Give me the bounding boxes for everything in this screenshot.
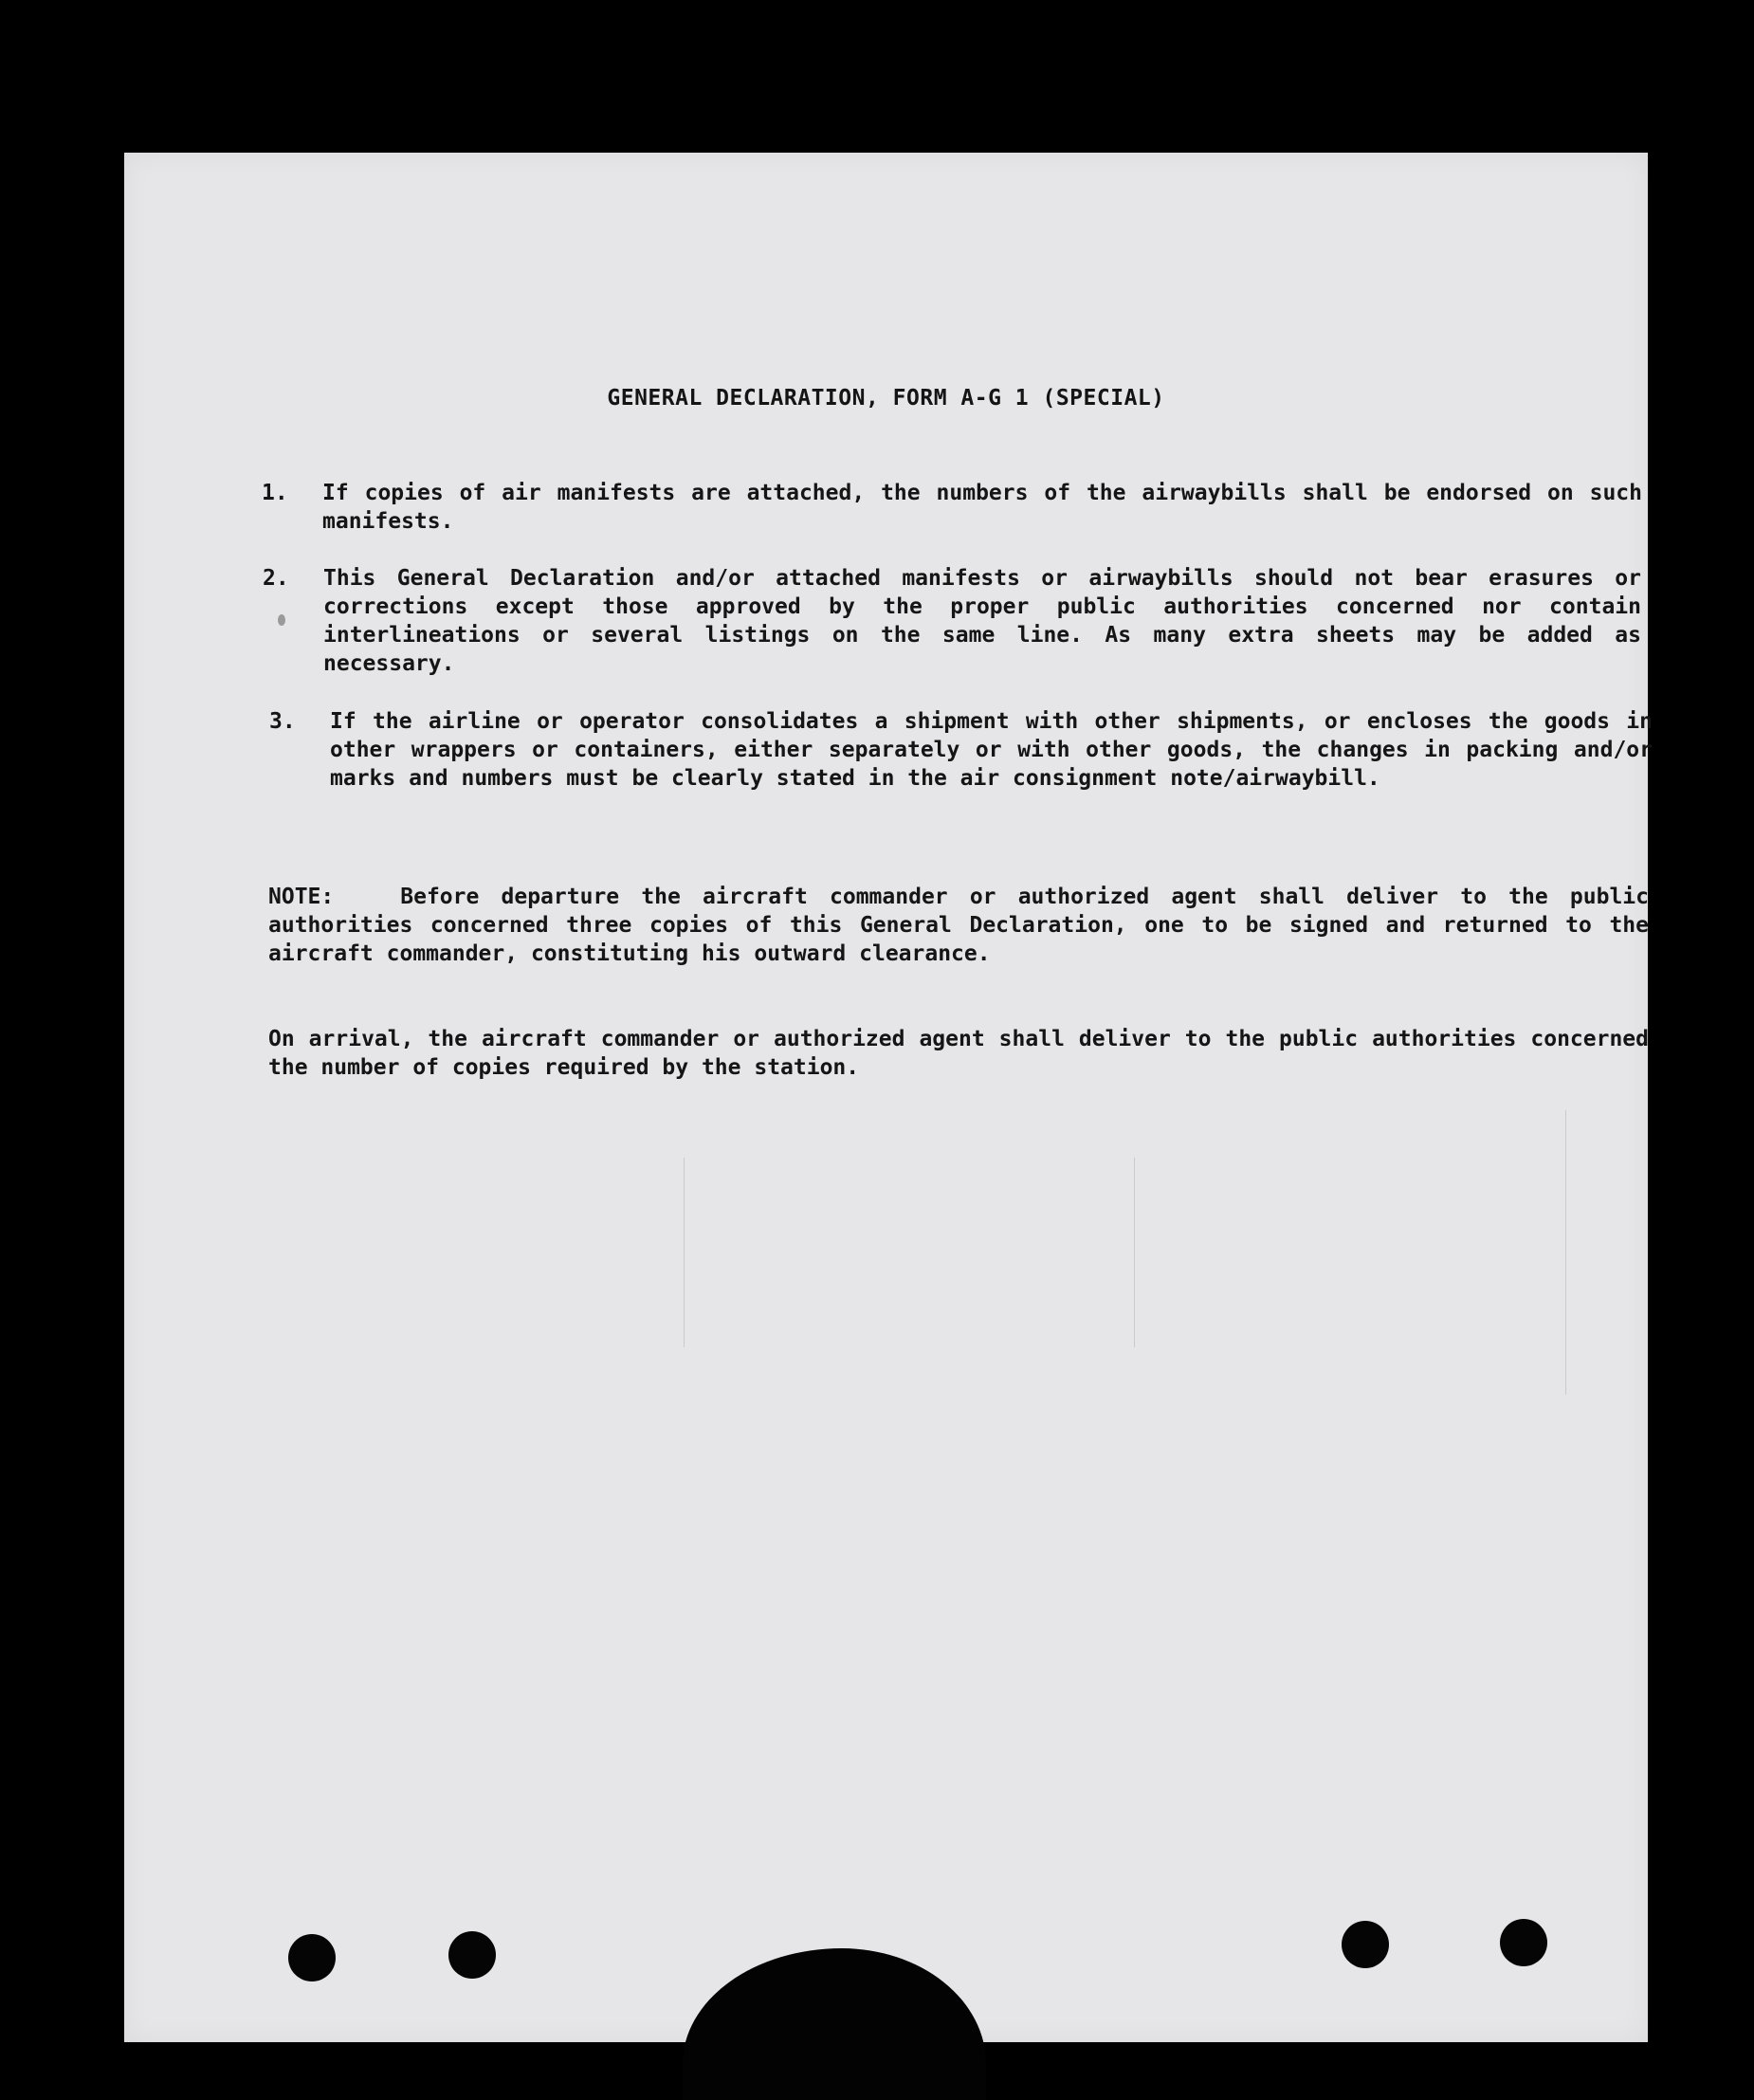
bleed-through-line: [1134, 1158, 1135, 1347]
document-page: [124, 153, 1653, 2042]
item-number: 1.: [262, 481, 288, 505]
item-number: 3.: [269, 709, 296, 734]
arrival-note: On arrival, the aircraft commander or authorized agent shall deliver to the public authorities concerned the number of copies required by the station.: [268, 1027, 1649, 1080]
punch-hole: [1500, 1919, 1547, 1966]
item-text: This General Declaration and/or attached manifests or airwaybills should not bear erasures or corrections except those approved by the proper public authorities concerned nor contain interlineations or several listings on the same line. As many extra sheets may be added as necessary.: [323, 566, 1641, 676]
note-label: NOTE:: [268, 885, 335, 909]
instruction-item-3: [269, 707, 1653, 793]
document-title: GENERAL DECLARATION, FORM A-G 1 (SPECIAL): [607, 386, 1165, 411]
item-text: If the airline or operator consolidates a shipment with other shipments, or encloses the goods in other wrappers or containers, either separately or with other goods, the changes in packing and/or marks and numbers must be clearly stated in the air consignment note/airwaybill.: [330, 709, 1653, 791]
departure-note: [268, 883, 1649, 968]
punch-hole: [448, 1931, 496, 1979]
item-text: If copies of air manifests are attached, the numbers of the airwaybills shall be endorsed on such manifests.: [322, 481, 1642, 534]
bleed-through-line: [684, 1158, 685, 1347]
instruction-item-2: [263, 564, 1641, 678]
ink-mark: [278, 614, 285, 626]
note-text: Before departure the aircraft commander or authorized agent shall deliver to the public authorities concerned three copies of this General Declaration, one to be signed and returned to the aircraft commander, constituting his outward clearance.: [268, 885, 1649, 966]
punch-hole: [288, 1934, 336, 1981]
punch-hole: [1342, 1921, 1389, 1968]
bleed-through-line: [1565, 1110, 1566, 1395]
item-number: 2.: [263, 566, 289, 591]
instruction-item-1: [262, 479, 1642, 536]
